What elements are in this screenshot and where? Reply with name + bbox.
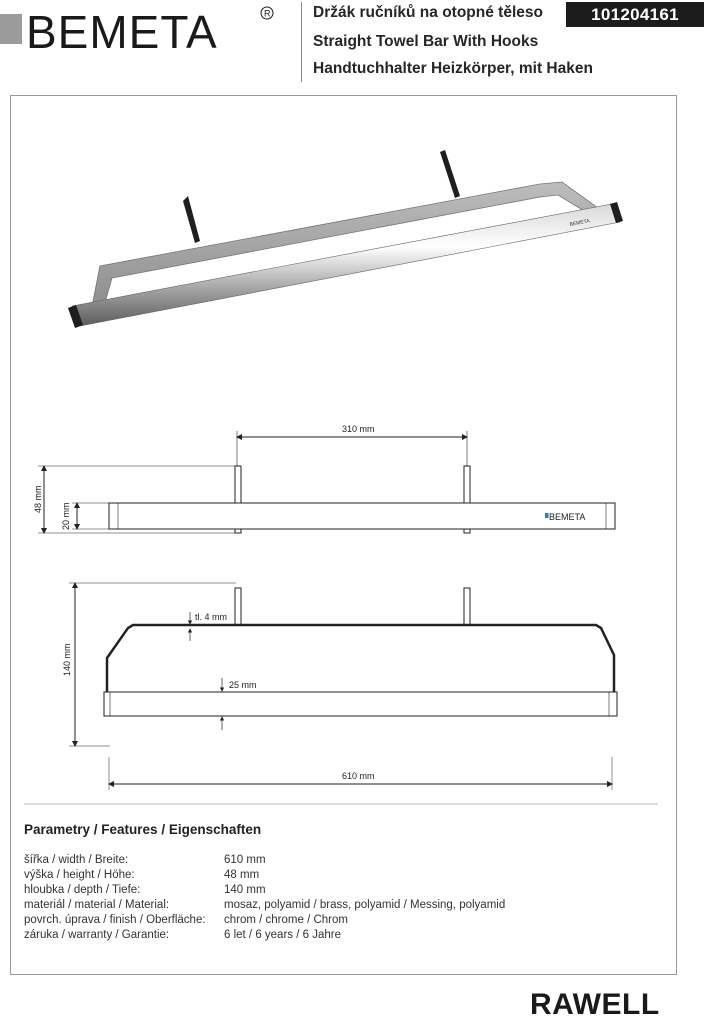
- spec-label: šířka / width / Breite:: [24, 854, 129, 866]
- spec-label: hloubka / depth / Tiefe:: [24, 884, 141, 896]
- hook-left: [183, 196, 200, 243]
- bar-logo-text: BEMETA: [549, 512, 586, 522]
- front-view: [38, 431, 615, 533]
- hook-top-right: [464, 588, 470, 625]
- frame-outline: [107, 625, 614, 692]
- hook-top-left: [235, 588, 241, 625]
- bar-logo-mark: [545, 513, 549, 518]
- dim-label-hook-spacing: 310 mm: [342, 424, 375, 434]
- spec-value: 140 mm: [224, 884, 266, 896]
- dim-label-width: 610 mm: [342, 771, 375, 781]
- bar-engraved-logo: BEMETA: [569, 218, 591, 228]
- bar-front: [109, 503, 615, 529]
- registered-letter: R: [264, 8, 271, 19]
- product-illustration: [68, 150, 623, 328]
- dim-label-bar-height: 20 mm: [61, 502, 71, 530]
- spec-label: materiál / material / Material:: [24, 899, 170, 911]
- top-view: [69, 583, 617, 790]
- logo-text: BEMETA: [26, 6, 218, 56]
- title-czech: Držák ručníků na otopné těleso: [313, 4, 543, 21]
- collection-name: RAWELL: [530, 988, 660, 1021]
- hook-right: [440, 150, 460, 198]
- spec-label: záruka / warranty / Garantie:: [24, 929, 170, 941]
- title-english: Straight Towel Bar With Hooks: [313, 33, 539, 50]
- spec-label: povrch. úprava / finish / Oberfläche:: [24, 914, 206, 926]
- dim-label-bar-diameter: 25 mm: [229, 680, 257, 690]
- bar-frame: [92, 182, 598, 306]
- spec-value: 610 mm: [224, 854, 266, 866]
- dim-label-total-height: 48 mm: [33, 485, 43, 513]
- spec-label: výška / height / Höhe:: [24, 869, 135, 881]
- spec-value: mosaz, polyamid / brass, polyamid / Messing, polyamid: [224, 899, 506, 911]
- spec-value: 48 mm: [224, 869, 260, 881]
- spec-value: chrom / chrome / Chrom: [224, 914, 348, 926]
- product-code-badge: 101204161: [566, 2, 704, 27]
- dim-label-depth: 140 mm: [62, 643, 72, 676]
- features-title: Parametry / Features / Eigenschaften: [24, 822, 262, 837]
- title-german: Handtuchhalter Heizkörper, mit Haken: [313, 60, 593, 77]
- bar-top: [104, 692, 617, 716]
- dim-label-thickness: tl. 4 mm: [195, 612, 228, 622]
- spec-value: 6 let / 6 years / 6 Jahre: [224, 929, 341, 941]
